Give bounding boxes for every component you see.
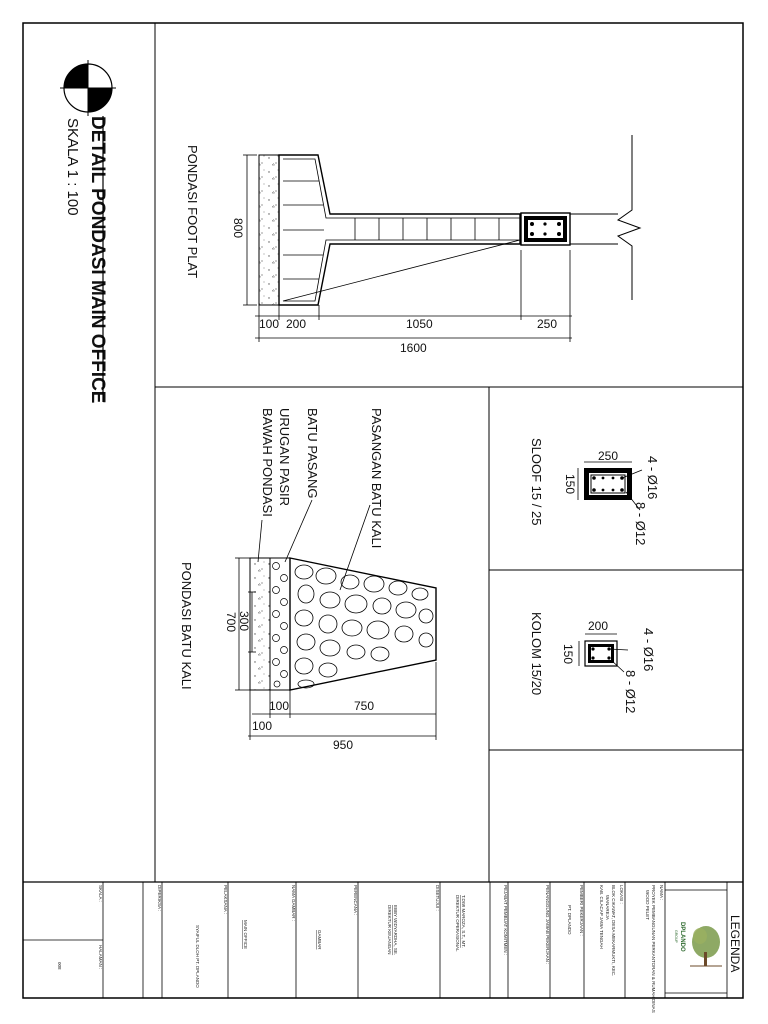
halaman-label: HALAMAN :: [98, 945, 103, 970]
sloof-width: 250: [598, 449, 619, 463]
nama-gambar-label: NAMA GAMBAR :: [291, 885, 296, 922]
lokasi-line3: KAB. CILACAP JAWA TENGAH: [599, 885, 604, 949]
batu-kali-dim-height: 700: [224, 612, 238, 633]
foot-plat-section: [243, 135, 640, 342]
company-logo: [690, 926, 722, 966]
foot-plat-dim-height: 800: [231, 218, 245, 239]
foot-plat-dim: 1050: [406, 317, 433, 331]
batu-kali-dim: 750: [354, 699, 375, 713]
skala-label: SKALA :: [98, 885, 103, 902]
lokasi-line1: BLOK CIKAWAT, DESA MEKARMUKTI, KEC.: [611, 885, 616, 977]
company-name: DPLANDO: [679, 922, 685, 952]
batu-kali-dim-total: 950: [333, 738, 354, 752]
disetujui-label: DISETUJUI :: [435, 885, 440, 911]
callout-bawah-pondasi: BAWAH PONDASI: [260, 408, 275, 517]
keuangan-label: PEJABAT PEMBUAT KOMITMEN :: [503, 885, 508, 956]
drawing-scale: SKALA 1 : 100: [64, 118, 81, 216]
kolom-section: [579, 634, 628, 672]
nama-line1: PROYEK PEMBANGUNAN PERKANTORAN & RUMAH DINAS: [651, 885, 656, 1013]
pelaksana-label: PELAKSANA :: [223, 885, 228, 915]
callout-urugan-pasir: URUGAN PASIR: [277, 408, 292, 506]
batu-kali-dim-small: 100: [252, 719, 273, 733]
legend-title: LEGENDA: [728, 915, 742, 973]
pemberi-value: PT. DPLANDO: [567, 905, 572, 935]
kolom-width: 200: [588, 619, 609, 633]
batu-kali-section: [235, 500, 436, 740]
foot-plat-dim-total: 1600: [400, 341, 427, 355]
north-symbol: [60, 60, 116, 116]
halaman-value: 008: [57, 962, 62, 970]
foot-plat-dim: 200: [286, 317, 307, 331]
nama-line2: WOOD PELET: [645, 890, 650, 921]
kolom-height: 150: [561, 644, 575, 665]
callout-batu-pasang: BATU PASANG: [305, 408, 320, 499]
penanggung-role: DIREKTUR OPERASIONAL: [455, 895, 460, 952]
batu-kali-label: PONDASI BATU KALI: [179, 562, 194, 690]
foot-plat-label: PONDASI FOOT PLAT: [185, 145, 200, 279]
drawing-title: DETAIL PONDASI MAIN OFFICE: [87, 116, 108, 404]
sloof-rebar-main: 4 - Ø16: [645, 456, 660, 500]
foot-plat-dim: 100: [259, 317, 280, 331]
kolom-rebar-main: 4 - Ø16: [641, 628, 656, 672]
keuangan-name: EBBY WIDYARDHA, SE.: [393, 905, 398, 956]
kolom-label: KOLOM 15/20: [529, 612, 544, 696]
kolom-rebar-stirrup: 8 - Ø12: [623, 670, 638, 714]
sloof-section: [578, 462, 642, 510]
keuangan-role: DIREKTUR KEUANGAN: [387, 905, 392, 955]
pelaksana-value: SYAIFUL DLOH PT. DPLANDO: [195, 925, 200, 988]
sloof-height: 150: [563, 474, 577, 495]
batu-kali-dim-inner: 300: [237, 611, 251, 632]
batu-kali-dim: 100: [269, 699, 290, 713]
penanggung-label: PENANGGUNG JAWAB PEKERJAAN :: [545, 885, 550, 965]
foot-plat-dim: 250: [537, 317, 558, 331]
nama-gambar-value: MAIN OFFICE: [243, 920, 248, 949]
sloof-label: SLOOF 15 / 25: [529, 438, 544, 526]
pemberi-label: PEMBERI PEKERJAAN :: [579, 885, 584, 936]
lokasi-line2: WANAREJA: [605, 895, 610, 920]
penanggung-name: T.DWI MAROZA, S.T., MT.: [461, 895, 466, 948]
perencana-label: PERENCANA :: [353, 885, 358, 916]
sloof-rebar-stirrup: 8 - Ø12: [633, 502, 648, 546]
company-sub: GROUP: [674, 930, 678, 943]
nama-label: NAMA :: [659, 885, 664, 901]
callout-pasangan-batu-kali: PASANGAN BATU KALI: [369, 408, 384, 549]
diperiksa-label: DIPERIKSA :: [157, 885, 162, 912]
lokasi-label: LOKASI :: [619, 885, 624, 904]
perencana-value: GAMBAR: [317, 930, 322, 950]
